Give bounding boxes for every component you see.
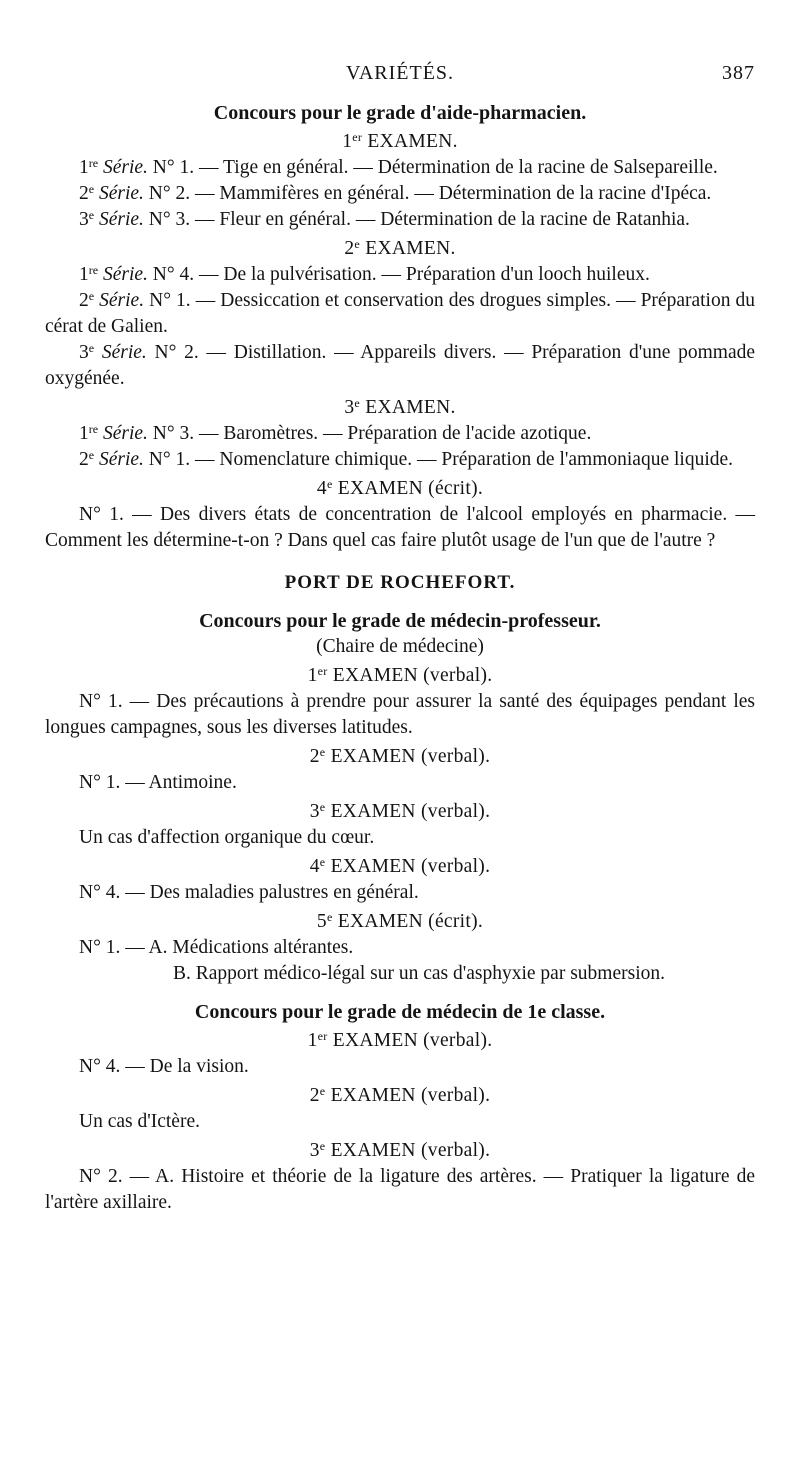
- exam-title: EXAMEN (écrit).: [332, 911, 484, 932]
- paragraph: N° 4. — De la vision.: [79, 1056, 249, 1077]
- exam-number: 1: [342, 131, 353, 152]
- series-number: 1: [79, 264, 89, 285]
- exam-heading: [45, 799, 755, 825]
- exam-heading: [45, 909, 755, 935]
- exam-title: EXAMEN.: [360, 397, 456, 418]
- series-entry: [45, 155, 755, 181]
- exam-ordinal: e: [319, 1139, 326, 1153]
- running-title: VARIÉTÉS.: [345, 62, 455, 84]
- section-heading: Concours pour le grade d'aide-pharmacien.: [213, 102, 587, 124]
- series-label: Série.: [102, 264, 148, 285]
- exam-number: 5: [316, 911, 327, 932]
- series-label: Série.: [98, 209, 144, 230]
- exam-ordinal: e: [319, 800, 326, 814]
- paragraph: Un cas d'Ictère.: [79, 1111, 200, 1132]
- exam-number: 2: [344, 238, 355, 259]
- series-label: Série.: [98, 183, 144, 204]
- exam-number: 4: [309, 856, 320, 877]
- series-ordinal: e: [88, 448, 95, 462]
- series-entry: [45, 447, 755, 473]
- exam-ordinal: er: [317, 1029, 328, 1043]
- exam-heading: [45, 1138, 755, 1164]
- exam-ordinal: e: [326, 910, 333, 924]
- port-heading: PORT DE ROCHEFORT.: [284, 572, 516, 593]
- series-number: 1: [79, 423, 89, 444]
- series-ordinal: e: [88, 208, 95, 222]
- series-text: N° 1. — Tige en général. — Détermination de la racine de Salsepareille.: [147, 157, 718, 178]
- exam-title: EXAMEN.: [360, 238, 456, 259]
- series-entry: [45, 340, 755, 392]
- exam-heading: [45, 1028, 755, 1054]
- exam-title: EXAMEN (verbal).: [327, 665, 493, 686]
- series-entry: [45, 181, 755, 207]
- exam-heading: [45, 663, 755, 689]
- series-number: 3: [79, 209, 89, 230]
- series-text: N° 2. — Distillation. — Appareils divers. — Préparation d'une pommade oxygénée.: [45, 342, 756, 389]
- exam-number: 1: [307, 1030, 318, 1051]
- series-text: N° 3. — Fleur en général. — Détermination de la racine de Ratanhia.: [143, 209, 690, 230]
- section-heading: Concours pour le grade de médecin-professeur.: [199, 610, 601, 632]
- exam-title: EXAMEN (verbal).: [327, 1030, 493, 1051]
- paragraph: N° 1. — Des précautions à prendre pour assurer la santé des équipages pendant les longues campagnes, sous les diverses latitudes.: [45, 691, 755, 738]
- page-number: 387: [722, 62, 755, 84]
- exam-heading: [45, 476, 755, 502]
- exam-heading: [45, 744, 755, 770]
- series-entry: [45, 421, 755, 447]
- paragraph: N° 1. — Des divers états de concentration de l'alcool employés en pharmacie. — Comment les détermine-t-on ? Dans quel cas faire plutôt usage de l'un que de l'autre ?: [45, 504, 755, 551]
- exam-title: EXAMEN (verbal).: [325, 801, 491, 822]
- exam-number: 2: [309, 1085, 320, 1106]
- series-text: N° 1. — Dessiccation et conservation des drogues simples. — Préparation du cérat de Galien.: [45, 290, 756, 337]
- series-ordinal: re: [88, 263, 99, 277]
- paragraph: Un cas d'affection organique du cœur.: [79, 827, 375, 848]
- exam-ordinal: e: [319, 1084, 326, 1098]
- exam-heading: [45, 395, 755, 421]
- series-number: 2: [79, 449, 89, 470]
- series-text: N° 1. — Nomenclature chimique. — Préparation de l'ammoniaque liquide.: [143, 449, 734, 470]
- exam-title: EXAMEN (verbal).: [325, 746, 491, 767]
- paragraph: N° 1. — Antimoine.: [79, 772, 237, 793]
- exam-number: 3: [309, 801, 320, 822]
- series-number: 2: [79, 290, 89, 311]
- series-entry: [45, 288, 755, 340]
- series-text: N° 2. — Mammifères en général. — Détermination de la racine d'Ipéca.: [143, 183, 712, 204]
- exam-number: 3: [344, 397, 355, 418]
- subheading: (Chaire de médecine): [316, 636, 484, 657]
- series-text: N° 3. — Baromètres. — Préparation de l'acide azotique.: [147, 423, 592, 444]
- exam-title: EXAMEN (verbal).: [325, 856, 491, 877]
- exam-title: EXAMEN.: [362, 131, 458, 152]
- series-ordinal: re: [88, 156, 99, 170]
- exam-title: EXAMEN (écrit).: [332, 478, 484, 499]
- series-ordinal: re: [88, 422, 99, 436]
- exam-ordinal: e: [319, 855, 326, 869]
- series-entry: [45, 262, 755, 288]
- exam-number: 2: [309, 746, 320, 767]
- exam-heading: [45, 854, 755, 880]
- document-body: [45, 100, 755, 1216]
- running-header: [45, 62, 755, 92]
- exam-title: EXAMEN (verbal).: [325, 1140, 491, 1161]
- exam-number: 4: [316, 478, 327, 499]
- paragraph: N° 4. — Des maladies palustres en général.: [79, 882, 419, 903]
- exam-heading: [45, 129, 755, 155]
- exam-number: 1: [307, 665, 318, 686]
- exam-ordinal: er: [317, 664, 328, 678]
- exam-heading: [45, 236, 755, 262]
- section-heading: Concours pour le grade de médecin de 1e classe.: [194, 1001, 606, 1023]
- series-text: N° 4. — De la pulvérisation. — Préparation d'un looch huileux.: [147, 264, 650, 285]
- series-number: 3: [79, 342, 89, 363]
- series-ordinal: e: [88, 289, 95, 303]
- exam-title: EXAMEN (verbal).: [325, 1085, 491, 1106]
- series-label: Série.: [102, 423, 148, 444]
- series-number: 2: [79, 183, 89, 204]
- exam-ordinal: e: [326, 477, 333, 491]
- series-label: Série.: [102, 157, 148, 178]
- paragraph: N° 1. — A. Médications altérantes.: [79, 937, 354, 958]
- series-label: Série.: [98, 449, 144, 470]
- exam-ordinal: er: [352, 130, 363, 144]
- exam-ordinal: e: [354, 237, 361, 251]
- series-label: Série.: [101, 342, 147, 363]
- exam-ordinal: e: [354, 396, 361, 410]
- series-ordinal: e: [88, 341, 95, 355]
- exam-number: 3: [309, 1140, 320, 1161]
- subitem: B. Rapport médico-légal sur un cas d'asphyxie par submersion.: [173, 963, 665, 984]
- paragraph: N° 2. — A. Histoire et théorie de la ligature des artères. — Pratiquer la ligature de l'artère axillaire.: [45, 1166, 755, 1213]
- exam-heading: [45, 1083, 755, 1109]
- series-number: 1: [79, 157, 89, 178]
- series-ordinal: e: [88, 182, 95, 196]
- exam-ordinal: e: [319, 745, 326, 759]
- series-entry: [45, 207, 755, 233]
- series-label: Série.: [99, 290, 145, 311]
